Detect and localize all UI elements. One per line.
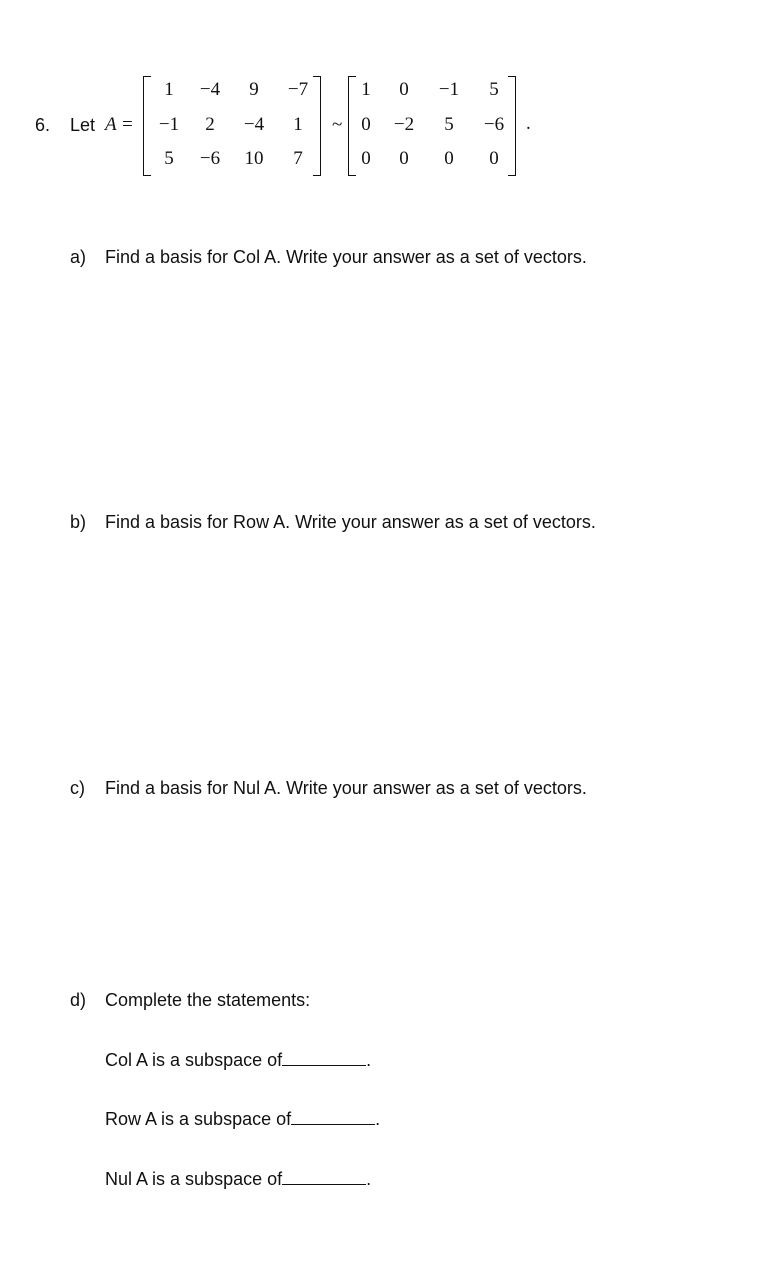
statement-nul-blank[interactable] [282, 1168, 366, 1185]
statement-nul-text: Nul A is a subspace of [105, 1169, 283, 1189]
statement-row [105, 1108, 380, 1130]
row-equivalent-tilde: ~ [332, 114, 343, 135]
part-c-question: Find a basis for Nul A. Write your answer as a set of vectors. [105, 778, 587, 798]
matrix-period: . [526, 113, 531, 134]
matrix-a-cell: 7 [293, 148, 303, 169]
part-a-label: a) [70, 247, 87, 267]
statement-col-blank[interactable] [282, 1049, 366, 1066]
matrix-echelon-cell: −1 [438, 79, 460, 100]
matrix-echelon-cell: 0 [361, 114, 371, 135]
matrix-a-cell: 1 [293, 114, 303, 135]
statement-nul-end: . [366, 1169, 372, 1189]
matrix-a-cell: −1 [158, 114, 180, 135]
matrix-a-cell: −4 [199, 79, 221, 100]
matrix-a-cell: 1 [164, 79, 174, 100]
part-c-label: c) [70, 778, 85, 798]
problem-intro: Let [70, 115, 96, 135]
matrix-echelon-cell: 0 [444, 148, 454, 169]
part-d-label: d) [70, 990, 87, 1010]
matrix-a-cell: −6 [199, 148, 221, 169]
matrix-echelon-cell: 1 [361, 79, 371, 100]
statement-nul [105, 1168, 371, 1190]
statement-col-text: Col A is a subspace of [105, 1050, 283, 1070]
matrix-echelon-cell: 5 [444, 114, 454, 135]
statement-row-blank[interactable] [291, 1108, 375, 1125]
matrix-a-cell: 9 [249, 79, 259, 100]
statement-col-end: . [366, 1050, 372, 1070]
part-d-question: Complete the statements: [105, 990, 311, 1010]
matrix-echelon-cell: 0 [489, 148, 499, 169]
matrix-a-cell: −4 [243, 114, 265, 135]
part-b-question: Find a basis for Row A. Write your answer as a set of vectors. [105, 512, 596, 532]
matrix-a [143, 74, 321, 178]
matrix-a-cell: −7 [287, 79, 309, 100]
statement-row-text: Row A is a subspace of [105, 1109, 292, 1129]
matrix-a-cell: 5 [164, 148, 174, 169]
matrix-a-cell: 2 [205, 114, 215, 135]
part-a-question: Find a basis for Col A. Write your answer as a set of vectors. [105, 247, 587, 267]
matrix-echelon-cell: 0 [399, 79, 409, 100]
problem-number: 6. [35, 115, 51, 135]
matrix-echelon-cell: −6 [483, 114, 505, 135]
matrix-echelon [348, 74, 516, 178]
matrix-echelon-cell: 5 [489, 79, 499, 100]
matrix-echelon-cell: 0 [361, 148, 371, 169]
equals-sign: = [122, 114, 133, 135]
matrix-a-cell: 10 [244, 148, 264, 169]
matrix-variable: A [105, 114, 117, 135]
matrix-echelon-cell: −2 [393, 114, 415, 135]
statement-col [105, 1049, 371, 1071]
part-b-label: b) [70, 512, 87, 532]
statement-row-end: . [375, 1109, 381, 1129]
matrix-echelon-cell: 0 [399, 148, 409, 169]
